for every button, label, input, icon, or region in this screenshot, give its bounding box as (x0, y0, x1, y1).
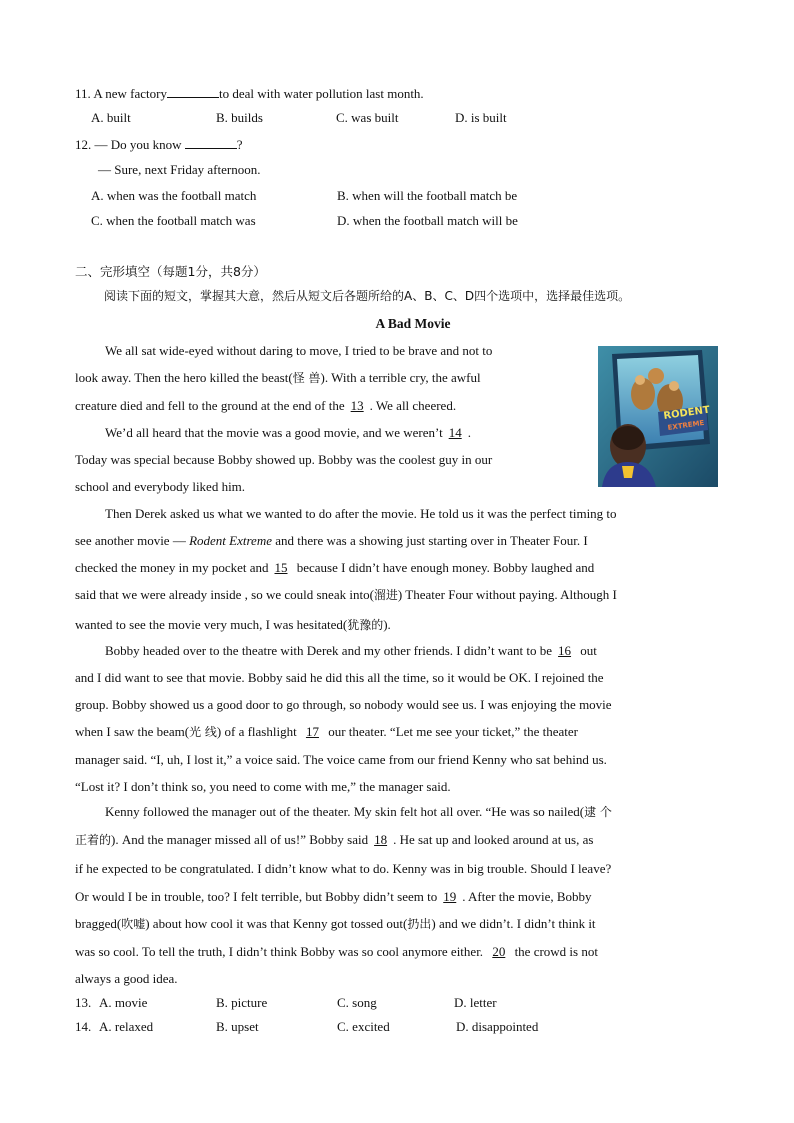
text-line: ) and we didn’t. I didn’t think it (431, 916, 596, 931)
text-line: and I did want to see that movie. Bobby said he did this all the time, so it would be OK. I rejoined the (75, 670, 604, 685)
movie-poster-illustration (598, 346, 718, 487)
text-line: school and everybody liked him. (75, 479, 246, 494)
text-line: We all sat wide-eyed without daring to move, I tried to be brave and not to (105, 343, 493, 358)
blank-16[interactable]: 16 (558, 643, 572, 658)
question-text: to deal with water pollution last month. (218, 86, 424, 101)
paragraph-5 (75, 798, 719, 992)
text-line: because I didn’t have enough money. Bobby laughed and (293, 560, 595, 575)
text-line: Then Derek asked us what we wanted to do after the movie. He told us it was the perfect timing to (105, 506, 617, 521)
text-line: . (467, 425, 471, 440)
text-line: and there was a showing just starting over in Theater Four. I (271, 533, 588, 548)
passage-title: A Bad Movie (375, 316, 451, 331)
question-12 (75, 136, 243, 153)
option-b[interactable]: B. builds (216, 110, 263, 125)
text-line: We’d all heard that the movie was a good movie, and we weren’t (105, 425, 443, 440)
text-line: ). With a terrible cry, the awful (320, 370, 481, 385)
question-text: A new factory (93, 86, 167, 101)
option-c[interactable]: C. when the football match was (91, 213, 256, 228)
chinese-gloss: 逮 个 (584, 805, 612, 819)
chinese-gloss: 正着的 (75, 833, 112, 847)
question-11 (75, 85, 424, 102)
option-b[interactable]: B. upset (216, 1019, 259, 1034)
paragraph-2 (75, 419, 585, 500)
chinese-gloss: 扔出 (407, 917, 432, 931)
text-line: manager said. “I, uh, I lost it,” a voice said. The voice came from our friend Kenny who sat behind us. (75, 752, 607, 767)
blank-14[interactable]: 14 (448, 425, 462, 440)
blank-18[interactable]: 18 (374, 832, 388, 847)
text-line: was so cool. To tell the truth, I didn’t think Bobby was so cool anymore either. (75, 944, 487, 959)
text-line: creature died and fell to the ground at the end of the (75, 398, 345, 413)
poster-title-1: RODENT (662, 404, 711, 422)
text-line: Today was special because Bobby showed up. Bobby was the coolest guy in our (75, 452, 493, 467)
text-line: look away. Then the hero killed the beast( (75, 370, 293, 385)
text-line: Or would I be in trouble, too? I felt terrible, but Bobby didn’t seem to (75, 889, 438, 904)
answer-blank[interactable] (185, 136, 237, 149)
text-line: Bobby headed over to the theatre with Derek and my other friends. I didn’t want to be (105, 643, 553, 658)
answer-blank[interactable] (167, 85, 219, 98)
blank-13[interactable]: 13 (350, 398, 364, 413)
section-heading: 二、完形填空（每题1分，共8分） (75, 264, 266, 279)
text-line: ) of a flashlight (216, 724, 300, 739)
option-d[interactable]: D. when the football match will be (337, 213, 518, 228)
text-line: if he expected to be congratulated. I didn’t know what to do. Kenny was in big trouble. Should I leave? (75, 861, 612, 876)
poster-title-2: EXTREME (667, 418, 705, 432)
option-c[interactable]: C. excited (337, 1019, 390, 1034)
option-c[interactable]: C. was built (336, 110, 399, 125)
movie-title: Rodent Extreme (189, 533, 272, 548)
chinese-gloss: 溜进 (373, 588, 398, 602)
option-a[interactable]: A. relaxed (99, 1019, 154, 1034)
chinese-gloss: 吹嘘 (121, 917, 146, 931)
question-text: ? (236, 137, 243, 152)
text-line: wanted to see the movie very much, I was hesitated( (75, 617, 348, 632)
text-line: checked the money in my pocket and (75, 560, 269, 575)
text-line: group. Bobby showed us a good door to go through, so nobody would see us. I was enjoying the movie (75, 697, 612, 712)
option-b[interactable]: B. picture (216, 995, 268, 1010)
text-line: ) Theater Four without paying. Although I (397, 587, 617, 602)
blank-17[interactable]: 17 (305, 724, 319, 739)
option-d[interactable]: D. letter (454, 995, 497, 1010)
blank-20[interactable]: 20 (492, 944, 506, 959)
paragraph-3 (75, 500, 719, 641)
text-line: see another movie — (75, 533, 190, 548)
text-line: ) about how cool it was that Kenny got tossed out( (145, 916, 408, 931)
option-d[interactable]: D. is built (455, 110, 507, 125)
question-reply: — Sure, next Friday afternoon. (98, 162, 261, 177)
choice-number: 13. (75, 995, 92, 1010)
text-line: the crowd is not (511, 944, 598, 959)
blank-15[interactable]: 15 (274, 560, 288, 575)
text-line: . He sat up and looked around at us, as (393, 832, 594, 847)
poster-image (598, 346, 718, 487)
text-line: . After the movie, Bobby (462, 889, 592, 904)
text-line: our theater. “Let me see your ticket,” the theater (324, 724, 578, 739)
section-instruction: 阅读下面的短文，掌握其大意，然后从短文后各题所给的A、B、C、D四个选项中，选择最佳选项。 (104, 289, 631, 303)
chinese-gloss: 光 线 (189, 725, 217, 739)
text-line: “Lost it? I don’t think so, you need to come with me,” the manager said. (75, 779, 451, 794)
blank-19[interactable]: 19 (443, 889, 457, 904)
text-line: ). (383, 617, 391, 632)
choice-number: 14. (75, 1019, 92, 1034)
text-line: Kenny followed the manager out of the theater. My skin felt hot all over. “He was so nailed( (105, 804, 585, 819)
chinese-gloss: 犹豫的 (347, 618, 384, 632)
option-a[interactable]: A. movie (99, 995, 148, 1010)
question-number: 12. (75, 137, 92, 152)
chinese-gloss: 怪 兽 (292, 371, 321, 385)
option-d[interactable]: D. disappointed (456, 1019, 539, 1034)
text-line: . We all cheered. (369, 398, 457, 413)
text-line: bragged( (75, 916, 122, 931)
text-line: said that we were already inside , so we could sneak into( (75, 587, 374, 602)
question-text: — Do you know (94, 137, 182, 152)
option-a[interactable]: A. when was the football match (91, 188, 257, 203)
text-line: ). And the manager missed all of us!” Bobby said (111, 832, 369, 847)
text-line: out (577, 643, 597, 658)
option-c[interactable]: C. song (337, 995, 377, 1010)
option-b[interactable]: B. when will the football match be (337, 188, 518, 203)
text-line: always a good idea. (75, 971, 178, 986)
question-number: 11. (75, 86, 91, 101)
text-line: when I saw the beam( (75, 724, 190, 739)
paragraph-4 (75, 637, 719, 800)
paragraph-1 (75, 337, 585, 419)
option-a[interactable]: A. built (91, 110, 131, 125)
